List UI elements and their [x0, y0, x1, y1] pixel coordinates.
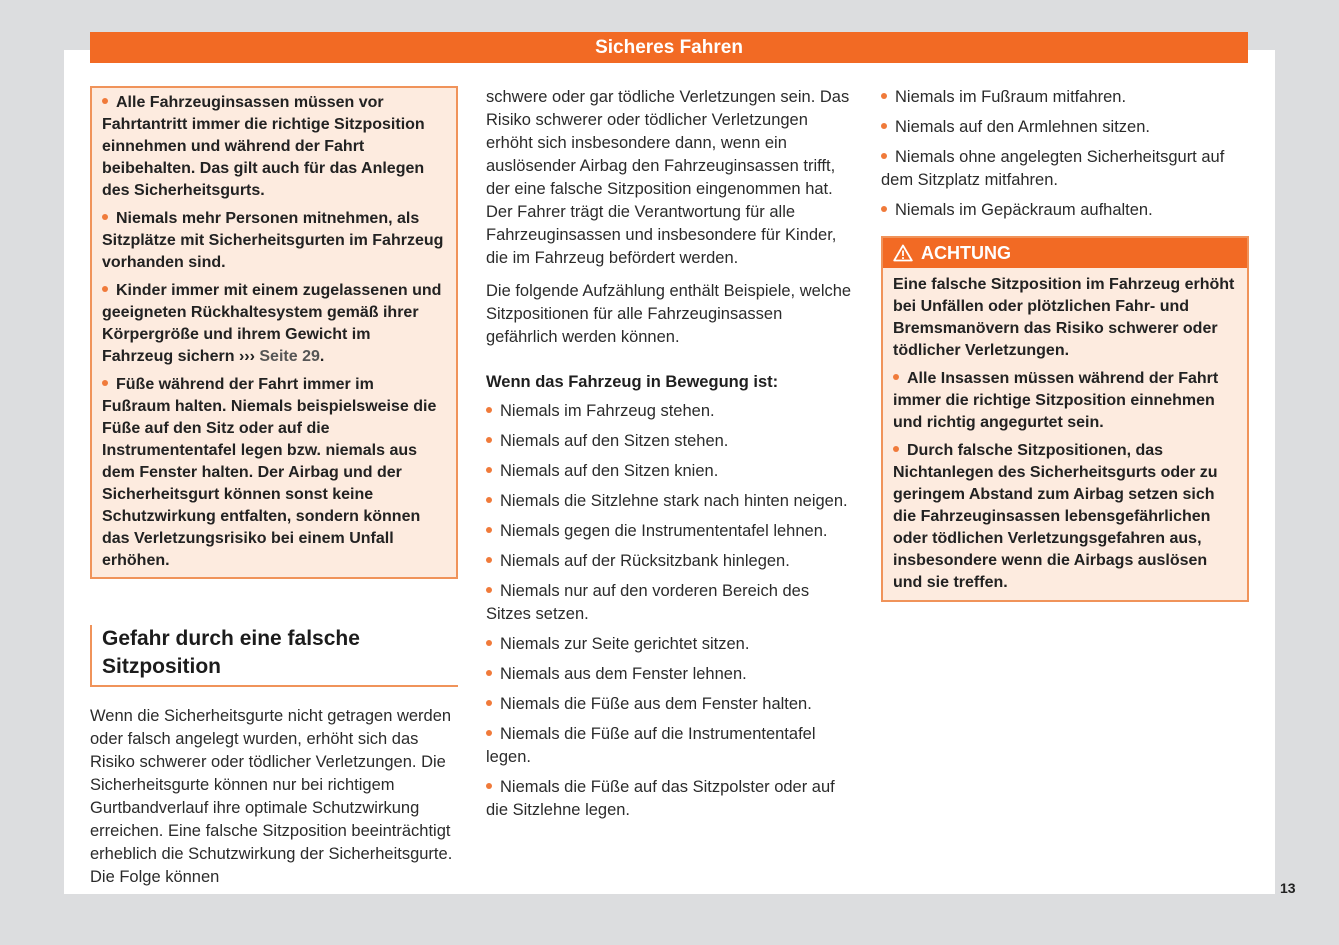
list-item: Niemals die Füße auf die Instrumententafel legen. — [486, 725, 816, 766]
bullet-icon — [881, 93, 887, 99]
bullet-icon — [486, 783, 492, 789]
warning-box — [881, 236, 1249, 602]
section-intro: Wenn die Sicherheitsgurte nicht getragen werden oder falsch angelegt wurden, erhöht sich das Risiko schwerer oder tödlicher Verletzungen. Die Sicherheitsgurte können nur bei richtigem Gurtbandverlauf ihre optimale Schutzwirkung erreichen. Eine falsche Sitzposition beeinträchtigt erheblich die Schutzwirkung der Sicherheitsgurte. Die Folge können — [90, 707, 453, 886]
note-item: Kinder immer mit einem zugelassenen und geeigneten Rückhaltesystem gemäß ihrer Körpergröße und ihrem Gewicht im Fahrzeug sichern ››› Seite 29. — [102, 282, 442, 365]
column-1 — [90, 86, 458, 889]
list-item: Niemals auf der Rücksitzbank hinlegen. — [486, 550, 852, 573]
note-item: Alle Fahrzeuginsassen müssen vor Fahrtantritt immer die richtige Sitzposition einnehmen und während der Fahrt beibehalten. Das gilt auch für das Anlegen des Sicherheitsgurts. — [102, 94, 425, 199]
bullet-icon — [102, 286, 108, 292]
section-continued-text: schwere oder gar tödliche Verletzungen sein. Das Risiko schwerer oder tödlicher Verletzungen erhöht sich insbesondere dann, wenn ein auslösender Airbag den Fahrzeuginsassen trifft, der eine falsche Sitzposition eingenommen hat. Der Fahrer trägt die Verantwortung für alle Fahrzeuginsassen und insbesondere für Kinder, die im Fahrzeug befördert werden. — [486, 88, 850, 267]
list-item: Niemals die Sitzlehne stark nach hinten neigen. — [486, 490, 852, 513]
page-reference-link[interactable]: Seite 29 — [259, 348, 320, 365]
list-item: Niemals aus dem Fenster lehnen. — [486, 663, 852, 686]
bullet-icon — [881, 153, 887, 159]
page-number: 13 — [1280, 880, 1296, 896]
bullet-icon — [486, 587, 492, 593]
section-heading: Gefahr durch eine falsche Sitzposition — [90, 625, 458, 687]
bullet-icon — [486, 497, 492, 503]
chapter-header — [90, 32, 1248, 63]
list-item: Niemals zur Seite gerichtet sitzen. — [486, 633, 852, 656]
bullet-icon — [486, 467, 492, 473]
list-item: Niemals im Gepäckraum aufhalten. — [881, 199, 1249, 222]
list-item: Niemals ohne angelegten Sicherheitsgurt auf dem Sitzplatz mitfahren. — [881, 148, 1225, 189]
list-item: Niemals im Fahrzeug stehen. — [486, 400, 852, 423]
bullet-icon — [486, 640, 492, 646]
bullet-icon — [893, 446, 899, 452]
list-item: Niemals gegen die Instrumententafel lehnen. — [486, 520, 852, 543]
list-item: Niemals auf den Sitzen knien. — [486, 460, 852, 483]
bullet-icon — [486, 700, 492, 706]
note-item: Füße während der Fahrt immer im Fußraum halten. Niemals beispielsweise die Füße auf den Sitz oder auf die Instrumententafel legen bzw. niemals aus dem Fenster halten. Der Airbag und der Sicherheitsgurt können sonst keine Schutzwirkung entfalten, sondern können das Verletzungsrisiko bei einem Unfall erhöhen. — [102, 376, 437, 569]
chapter-title: Sicheres Fahren — [595, 37, 743, 58]
bullet-icon — [486, 730, 492, 736]
column-3 — [881, 86, 1249, 602]
column-2 — [486, 86, 852, 829]
bullet-icon — [881, 206, 887, 212]
warning-triangle-icon — [893, 244, 913, 262]
warning-header — [883, 238, 1247, 268]
note-box — [90, 86, 458, 579]
bullet-icon — [486, 670, 492, 676]
list-item: Niemals im Fußraum mitfahren. — [881, 86, 1249, 109]
warning-item: Alle Insassen müssen während der Fahrt immer die richtige Sitzposition einnehmen und richtig angegurtet sein. — [893, 370, 1219, 431]
list-item: Niemals die Füße aus dem Fenster halten. — [486, 693, 852, 716]
bullet-icon — [486, 407, 492, 413]
bullet-icon — [102, 214, 108, 220]
bullet-icon — [102, 380, 108, 386]
list-item: Niemals nur auf den vorderen Bereich des Sitzes setzen. — [486, 582, 810, 623]
note-item: Niemals mehr Personen mitnehmen, als Sitzplätze mit Sicherheitsgurten im Fahrzeug vorhanden sind. — [102, 210, 444, 271]
list-item: Niemals die Füße auf das Sitzpolster oder auf die Sitzlehne legen. — [486, 778, 835, 819]
warning-body — [883, 268, 1247, 600]
bullet-icon — [893, 374, 899, 380]
list-item: Niemals auf den Sitzen stehen. — [486, 430, 852, 453]
bullet-icon — [102, 98, 108, 104]
warning-intro: Eine falsche Sitzposition im Fahrzeug erhöht bei Unfällen oder plötzlichen Fahr- und Bremsmanövern das Risiko schwerer oder tödlicher Verletzungen. — [893, 276, 1235, 359]
reference-marker: ››› — [238, 348, 255, 365]
list-item: Niemals auf den Armlehnen sitzen. — [881, 116, 1249, 139]
warning-title: ACHTUNG — [921, 243, 1011, 263]
sub-heading: Wenn das Fahrzeug in Bewegung ist: — [486, 373, 779, 391]
bullet-icon — [486, 437, 492, 443]
warning-item: Durch falsche Sitzpositionen, das Nichtanlegen des Sicherheitsgurts oder zu geringem Abstand zum Airbag setzen sich die Fahrzeuginsassen lebensgefährlichen oder tödlichen Verletzungsgefahren aus, insbesondere wenn die Airbags auslösen und sie treffen. — [893, 442, 1218, 591]
examples-intro: Die folgende Aufzählung enthält Beispiele, welche Sitzpositionen für alle Fahrzeuginsassen gefährlich werden können. — [486, 282, 852, 346]
bullet-icon — [486, 557, 492, 563]
bullet-icon — [881, 123, 887, 129]
bullet-icon — [486, 527, 492, 533]
